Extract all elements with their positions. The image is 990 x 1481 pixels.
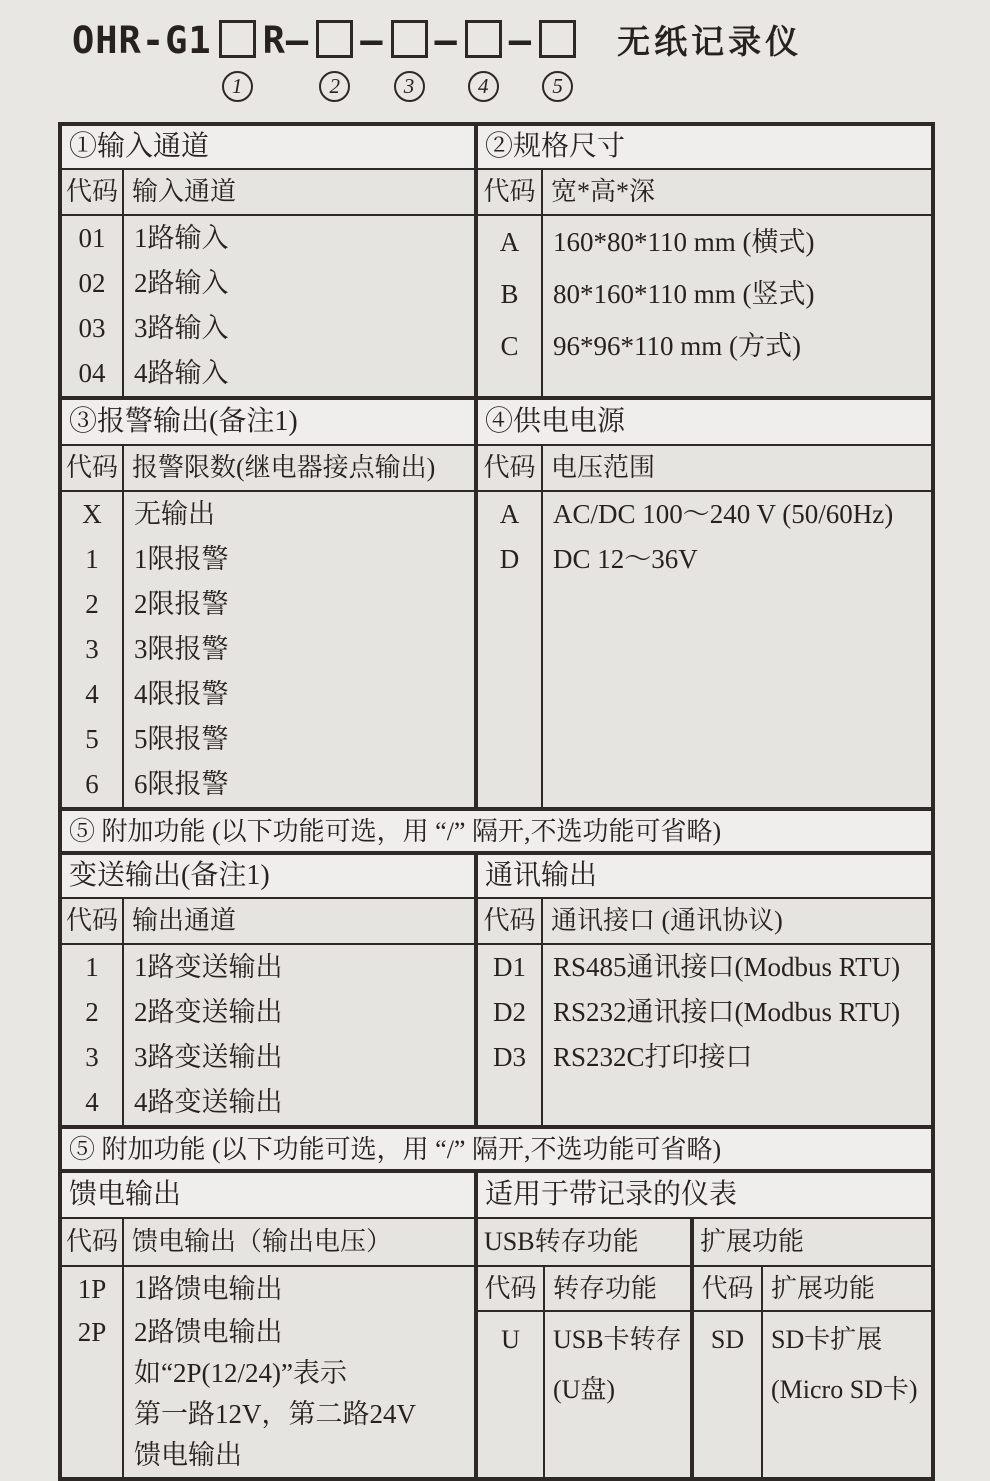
desc-value: 1限报警 bbox=[134, 544, 229, 574]
section5-desc-column bbox=[124, 899, 474, 1125]
section-alarm-output bbox=[62, 400, 478, 807]
position-circle-4 bbox=[468, 71, 499, 102]
expansion-desc-line-2: (Micro SD卡) bbox=[771, 1375, 918, 1404]
code-value: 4 bbox=[85, 679, 99, 709]
code-value: SD bbox=[710, 1325, 745, 1354]
usb-code-header: 代码 bbox=[478, 1267, 543, 1312]
position-circle-3 bbox=[394, 71, 425, 102]
section2-desc-column bbox=[543, 170, 931, 396]
code-value: C bbox=[500, 331, 519, 361]
code-value: 5 bbox=[85, 724, 99, 754]
expansion-group bbox=[694, 1219, 931, 1477]
position-number-5: 5 bbox=[552, 74, 563, 98]
usb-desc-line-2: (U盘) bbox=[553, 1375, 616, 1404]
code-value: 6 bbox=[85, 769, 99, 799]
model-box-unit-3 bbox=[391, 20, 428, 102]
code-value: 3 bbox=[85, 1042, 99, 1072]
model-box-unit-1 bbox=[219, 20, 256, 102]
band-transmit-comm bbox=[62, 851, 931, 1125]
section4-desc-column bbox=[543, 446, 931, 807]
model-box-unit-5 bbox=[539, 20, 576, 102]
desc-value: 1路输入 bbox=[134, 223, 229, 253]
desc-value: 3限报警 bbox=[134, 634, 229, 664]
section4-title: ④供电电源 bbox=[478, 400, 931, 446]
desc-value: 4限报警 bbox=[134, 679, 229, 709]
section7-title: 馈电输出 bbox=[62, 1173, 474, 1219]
desc-value: RS232通讯接口(Modbus RTU) bbox=[553, 997, 901, 1027]
desc-value bbox=[545, 1312, 690, 1415]
code-value: A bbox=[499, 227, 520, 257]
desc-value bbox=[763, 1312, 931, 1415]
desc-value: 3路变送输出 bbox=[134, 1042, 283, 1072]
section5-body bbox=[62, 899, 474, 1125]
desc-value: DC 12～36V bbox=[553, 544, 698, 574]
section7-desc-column bbox=[124, 1219, 474, 1477]
expansion-code-column bbox=[694, 1267, 763, 1477]
section6-desc-column bbox=[543, 899, 931, 1125]
expansion-desc-header: 扩展功能 bbox=[763, 1267, 931, 1312]
code-value: A bbox=[499, 499, 520, 529]
code-value: 1 bbox=[85, 952, 99, 982]
model-dash: – bbox=[360, 19, 384, 62]
model-dash: – bbox=[508, 19, 533, 62]
expansion-group-header: 扩展功能 bbox=[694, 1219, 931, 1267]
section2-code-header: 代码 bbox=[478, 170, 541, 216]
desc-value: 80*160*110 mm (竖式) bbox=[553, 279, 815, 309]
section1-body bbox=[62, 170, 474, 396]
code-value: 04 bbox=[78, 358, 106, 388]
section4-code-header: 代码 bbox=[478, 446, 541, 492]
section4-code-column bbox=[478, 446, 543, 807]
position-number-4: 4 bbox=[478, 74, 489, 98]
position-number-3: 3 bbox=[403, 74, 415, 98]
model-code-box-4 bbox=[465, 20, 502, 58]
model-code-diagram bbox=[72, 20, 990, 112]
section3-desc-header: 报警限数(继电器接点输出) bbox=[124, 446, 474, 492]
model-code-box-5 bbox=[539, 20, 576, 58]
section7-code-column bbox=[62, 1219, 124, 1477]
expansion-code-header: 代码 bbox=[694, 1267, 761, 1312]
section3-code-header: 代码 bbox=[62, 446, 122, 492]
section3-desc-column bbox=[124, 446, 474, 807]
section8-body bbox=[478, 1219, 931, 1477]
desc-value: 96*96*110 mm (方式) bbox=[553, 331, 801, 361]
model-r-dash: R– bbox=[262, 19, 310, 62]
desc-value: 1路馈电输出 bbox=[134, 1274, 283, 1304]
section-power-supply bbox=[478, 400, 931, 807]
model-box-unit-2 bbox=[316, 20, 353, 102]
desc-value: 2路输入 bbox=[134, 268, 229, 298]
code-value: 02 bbox=[78, 268, 106, 298]
code-value: 4 bbox=[85, 1087, 99, 1117]
section1-desc-column bbox=[124, 170, 474, 396]
code-value: D bbox=[499, 544, 520, 574]
code-value: 01 bbox=[78, 223, 106, 253]
code-value: U bbox=[501, 1325, 520, 1354]
model-dash: – bbox=[434, 19, 458, 62]
feed-note-line: 如“2P(12/24)”表示 bbox=[134, 1358, 347, 1388]
section3-code-column bbox=[62, 446, 124, 807]
usb-group-header: USB转存功能 bbox=[478, 1219, 690, 1267]
section5-desc-header: 输出通道 bbox=[124, 899, 474, 945]
section1-code-column bbox=[62, 170, 124, 396]
section3-title: ③报警输出(备注1) bbox=[62, 400, 474, 446]
desc-value: AC/DC 100～240 V (50/60Hz) bbox=[553, 499, 894, 529]
position-number-2: 2 bbox=[329, 74, 340, 98]
desc-value: 3路输入 bbox=[134, 313, 229, 343]
feed-note-line: 馈电输出 bbox=[134, 1440, 242, 1470]
usb-code-column bbox=[478, 1267, 545, 1477]
section7-body bbox=[62, 1219, 474, 1477]
section7-desc-header: 馈电输出（输出电压） bbox=[124, 1219, 474, 1267]
expansion-desc-column bbox=[763, 1267, 931, 1477]
section2-code-column bbox=[478, 170, 543, 396]
desc-value: 1路变送输出 bbox=[134, 952, 283, 982]
additional-functions-note-2: ⑤ 附加功能 (以下功能可选，用 “/” 隔开,不选功能可省略) bbox=[62, 1125, 931, 1169]
section7-code-header: 代码 bbox=[62, 1219, 122, 1267]
code-value: D3 bbox=[493, 1042, 526, 1072]
desc-value: 6限报警 bbox=[134, 769, 229, 799]
section2-desc-header: 宽*高*深 bbox=[543, 170, 931, 216]
section1-title: ①输入通道 bbox=[62, 126, 474, 170]
desc-value: RS232C打印接口 bbox=[553, 1042, 753, 1072]
section6-code-column bbox=[478, 899, 543, 1125]
expansion-desc-line-1: SD卡扩展 bbox=[771, 1325, 883, 1354]
code-value: X bbox=[82, 499, 102, 529]
section5-code-column bbox=[62, 899, 124, 1125]
section4-body bbox=[478, 446, 931, 807]
section3-body bbox=[62, 446, 474, 807]
position-circle-2 bbox=[319, 71, 350, 102]
band-feed-record bbox=[62, 1169, 931, 1477]
section2-body bbox=[478, 170, 931, 396]
model-prefix: OHR-G1 bbox=[72, 19, 212, 62]
section1-desc-header: 输入通道 bbox=[124, 170, 474, 216]
code-value: 1P bbox=[77, 1274, 107, 1304]
expansion-group-body bbox=[694, 1267, 931, 1477]
desc-value: RS485通讯接口(Modbus RTU) bbox=[553, 952, 901, 982]
desc-value: 160*80*110 mm (横式) bbox=[553, 227, 815, 257]
position-circle-1 bbox=[222, 71, 253, 102]
usb-transfer-group bbox=[478, 1219, 694, 1477]
section6-desc-header: 通讯接口 (通讯协议) bbox=[543, 899, 931, 945]
section4-desc-header: 电压范围 bbox=[543, 446, 931, 492]
band-input-size bbox=[62, 126, 931, 396]
model-box-unit-4 bbox=[465, 20, 502, 102]
section-input-channels bbox=[62, 126, 478, 396]
desc-value: 4路输入 bbox=[134, 358, 229, 388]
section-dimensions bbox=[478, 126, 931, 396]
desc-value: 5限报警 bbox=[134, 724, 229, 754]
section6-title: 通讯输出 bbox=[478, 855, 931, 899]
section1-code-header: 代码 bbox=[62, 170, 122, 216]
code-value: 2 bbox=[85, 589, 99, 619]
usb-desc-line-1: USB卡转存 bbox=[553, 1325, 682, 1354]
desc-value: 无输出 bbox=[134, 499, 215, 529]
code-value: 2 bbox=[85, 997, 99, 1027]
ordering-table bbox=[58, 122, 935, 1481]
section8-title: 适用于带记录的仪表 bbox=[478, 1173, 931, 1219]
desc-value: 4路变送输出 bbox=[134, 1087, 283, 1117]
model-code-box-1 bbox=[219, 20, 256, 58]
section-feed-output bbox=[62, 1173, 478, 1477]
code-value: B bbox=[500, 279, 519, 309]
band-alarm-power bbox=[62, 396, 931, 807]
desc-value: 2路馈电输出 bbox=[134, 1317, 283, 1347]
section-comm-output bbox=[478, 855, 931, 1125]
code-value: 2P bbox=[77, 1317, 107, 1347]
additional-functions-note-1: ⑤ 附加功能 (以下功能可选，用 “/” 隔开,不选功能可省略) bbox=[62, 807, 931, 851]
section6-code-header: 代码 bbox=[478, 899, 541, 945]
code-value: 03 bbox=[78, 313, 106, 343]
section-transmit-output bbox=[62, 855, 478, 1125]
position-number-1: 1 bbox=[231, 74, 243, 98]
product-name: 无纸记录仪 bbox=[617, 22, 803, 61]
feed-note-line: 第一路12V，第二路24V bbox=[134, 1399, 416, 1429]
usb-group-body bbox=[478, 1267, 690, 1477]
desc-value: 2路变送输出 bbox=[134, 997, 283, 1027]
section6-body bbox=[478, 899, 931, 1125]
model-code-box-2 bbox=[316, 20, 353, 58]
section2-title: ②规格尺寸 bbox=[478, 126, 931, 170]
section5-code-header: 代码 bbox=[62, 899, 122, 945]
desc-value: 2限报警 bbox=[134, 589, 229, 619]
usb-desc-header: 转存功能 bbox=[545, 1267, 690, 1312]
position-circle-5 bbox=[542, 71, 573, 102]
usb-desc-column bbox=[545, 1267, 690, 1477]
section5-title: 变送输出(备注1) bbox=[62, 855, 474, 899]
code-value: 3 bbox=[85, 634, 99, 664]
code-value: D1 bbox=[493, 952, 526, 982]
code-value: D2 bbox=[493, 997, 526, 1027]
code-value: 1 bbox=[85, 544, 99, 574]
model-code-box-3 bbox=[391, 20, 428, 58]
section-recording-instruments bbox=[478, 1173, 931, 1477]
